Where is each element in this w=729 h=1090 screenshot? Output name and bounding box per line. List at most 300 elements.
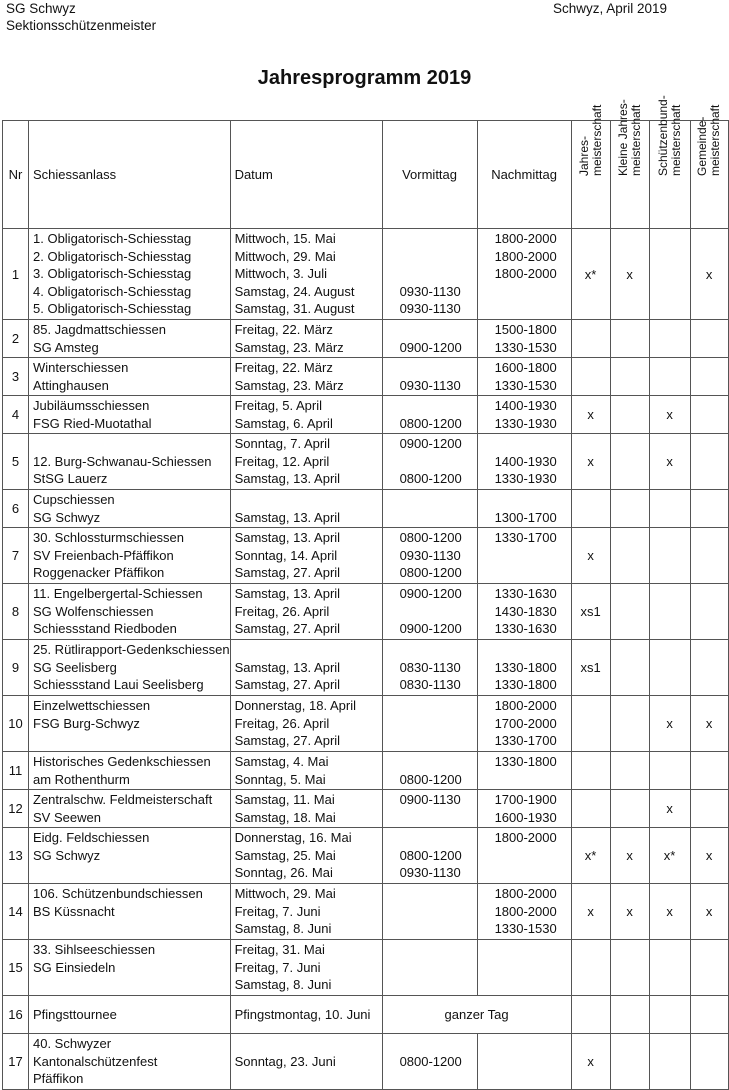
jahresmeisterschaft-mark: x <box>571 1034 610 1090</box>
table-row <box>3 434 729 490</box>
datum-line: Freitag, 7. Juni <box>234 903 321 919</box>
datum-line: Pfingstmontag, 10. Juni <box>234 1006 371 1022</box>
jahresmeisterschaft-mark <box>571 490 610 528</box>
jahresmeisterschaft-mark: x* <box>571 828 610 884</box>
name-line: Einzelwettschiessen <box>33 698 151 714</box>
event-dates <box>230 1034 382 1090</box>
table-row <box>3 229 729 320</box>
name-line: SG Schwyz <box>33 509 101 525</box>
afternoon-times <box>477 790 571 828</box>
vm-line <box>400 941 477 959</box>
gemeindemeisterschaft-mark <box>690 490 728 528</box>
program-table <box>2 95 729 1090</box>
schuetzenbundmeisterschaft-mark <box>649 320 690 358</box>
name-line <box>33 435 230 453</box>
datum-line: Sonntag, 14. April <box>234 547 338 563</box>
datum-line: Mittwoch, 29. Mai <box>234 886 336 902</box>
event-name <box>29 434 231 490</box>
kleine-jahresmeisterschaft-mark <box>610 696 649 752</box>
name-line: 12. Burg-Schwanau-Schiessen <box>33 453 212 469</box>
nm-line: 1330-1630 <box>494 586 557 602</box>
datum-line: Samstag, 23. März <box>234 377 344 393</box>
name-line: 85. Jagdmattschiessen <box>33 321 166 337</box>
event-dates <box>230 584 382 640</box>
event-name <box>29 396 231 434</box>
nm-line: 1800-2000 <box>494 903 557 919</box>
table-row <box>3 828 729 884</box>
event-name <box>29 996 231 1034</box>
vm-line <box>400 491 477 509</box>
row-number: 5 <box>3 434 29 490</box>
event-name <box>29 752 231 790</box>
row-number: 11 <box>3 752 29 790</box>
nm-line <box>495 959 571 977</box>
event-name <box>29 790 231 828</box>
table-row <box>3 320 729 358</box>
kleine-jahresmeisterschaft-mark <box>610 940 649 996</box>
nm-line: 1700-1900 <box>494 791 557 807</box>
nm-line <box>495 300 571 318</box>
schuetzenbundmeisterschaft-mark <box>649 640 690 696</box>
name-line: Eidg. Feldschiessen <box>33 830 150 846</box>
name-line: am Rothenthurm <box>33 771 130 787</box>
vm-line <box>400 976 477 994</box>
event-dates <box>230 696 382 752</box>
row-number: 14 <box>3 884 29 940</box>
event-dates <box>230 752 382 790</box>
datum-line: Samstag, 4. Mai <box>234 753 329 769</box>
afternoon-times <box>477 490 571 528</box>
row-number: 7 <box>3 528 29 584</box>
nm-line <box>495 564 571 582</box>
table-row <box>3 696 729 752</box>
morning-times <box>382 434 477 490</box>
datum-line: Donnerstag, 18. April <box>234 698 356 714</box>
datum-line: Samstag, 27. April <box>234 733 341 749</box>
vm-line: 0800-1200 <box>399 1053 462 1069</box>
datum-line: Samstag, 8. Juni <box>234 977 332 993</box>
event-dates <box>230 528 382 584</box>
vm-line <box>400 753 477 771</box>
datum-line: Mittwoch, 3. Juli <box>234 266 328 282</box>
datum-line: Freitag, 22. März <box>234 321 333 337</box>
name-line: FSG Burg-Schwyz <box>33 715 140 731</box>
vm-line: 0830-1130 <box>399 677 461 693</box>
event-dates <box>230 396 382 434</box>
event-name <box>29 640 231 696</box>
afternoon-times <box>477 320 571 358</box>
jahresmeisterschaft-mark: x* <box>571 229 610 320</box>
vm-line <box>400 453 477 471</box>
schuetzenbundmeisterschaft-mark: x <box>649 696 690 752</box>
name-line: Winterschiessen <box>33 359 129 375</box>
nm-line: 1400-1930 <box>494 397 557 413</box>
name-line: SV Seewen <box>33 809 101 825</box>
row-number: 6 <box>3 490 29 528</box>
schuetzenbundmeisterschaft-mark <box>649 528 690 584</box>
vm-line <box>400 248 477 266</box>
afternoon-times <box>477 640 571 696</box>
vm-line <box>400 715 477 733</box>
gemeindemeisterschaft-mark <box>690 584 728 640</box>
name-line: 1. Obligatorisch-Schiesstag <box>33 231 192 247</box>
nm-line <box>495 491 571 509</box>
datum-line: Samstag, 27. April <box>234 565 341 581</box>
datum-line: Mittwoch, 29. Mai <box>234 248 336 264</box>
nm-line <box>495 435 571 453</box>
row-number: 8 <box>3 584 29 640</box>
gemeindemeisterschaft-mark <box>690 752 728 790</box>
schuetzenbundmeisterschaft-mark <box>649 490 690 528</box>
datum-line: Samstag, 8. Juni <box>234 921 332 937</box>
nm-line <box>495 847 571 865</box>
datum-line: Freitag, 12. April <box>234 453 330 469</box>
nm-line: 1800-2000 <box>494 231 557 247</box>
table-row <box>3 1034 729 1090</box>
name-line: StSG Lauerz <box>33 471 108 487</box>
name-line: BS Küssnacht <box>33 903 115 919</box>
kleine-jahresmeisterschaft-mark <box>610 584 649 640</box>
name-line: SG Schwyz <box>33 847 101 863</box>
datum-line: Freitag, 26. April <box>234 715 330 731</box>
morning-times <box>382 940 477 996</box>
afternoon-times <box>477 396 571 434</box>
schuetzenbundmeisterschaft-mark <box>649 229 690 320</box>
afternoon-times <box>477 752 571 790</box>
morning-times <box>382 640 477 696</box>
col-header-jahresmeisterschaft: Jahres- meisterschaft <box>571 121 610 229</box>
gemeindemeisterschaft-mark: x <box>690 229 728 320</box>
schuetzenbundmeisterschaft-mark <box>649 1034 690 1090</box>
kleine-jahresmeisterschaft-mark <box>610 434 649 490</box>
header-sender <box>6 0 156 34</box>
table-row <box>3 790 729 828</box>
vm-line <box>400 397 477 415</box>
name-line: SG Einsiedeln <box>33 959 116 975</box>
morning-times <box>382 320 477 358</box>
name-line: Zentralschw. Feldmeisterschaft <box>33 791 213 807</box>
vm-line: 0900-1200 <box>399 621 462 637</box>
name-line: Jubiläumsschiessen <box>33 397 150 413</box>
name-line <box>33 976 230 994</box>
vm-line <box>400 903 477 921</box>
event-name <box>29 696 231 752</box>
nm-line: 1330-1930 <box>494 415 557 431</box>
nm-line: 1500-1800 <box>494 321 557 337</box>
event-dates <box>230 490 382 528</box>
morning-times <box>382 752 477 790</box>
all-day-cell: ganzer Tag <box>382 996 571 1034</box>
event-name <box>29 1034 231 1090</box>
row-number: 4 <box>3 396 29 434</box>
event-dates <box>230 996 382 1034</box>
name-line: 3. Obligatorisch-Schiesstag <box>33 266 192 282</box>
kleine-jahresmeisterschaft-mark: x <box>610 229 649 320</box>
event-name <box>29 490 231 528</box>
name-line: Pfäffikon <box>33 1071 84 1087</box>
row-number: 9 <box>3 640 29 696</box>
name-line: Roggenacker Pfäffikon <box>33 565 165 581</box>
datum-line: Donnerstag, 16. Mai <box>234 830 352 846</box>
datum-line <box>235 1070 382 1088</box>
vm-line: 0900-1200 <box>399 586 462 602</box>
datum-line: Freitag, 5. April <box>234 397 322 413</box>
datum-line: Samstag, 11. Mai <box>234 791 335 807</box>
name-line: 106. Schützenbundschiessen <box>33 886 203 902</box>
vm-line <box>400 885 477 903</box>
vm-line: 0800-1200 <box>399 415 462 431</box>
header-club: SG Schwyz <box>6 1 76 16</box>
schuetzenbundmeisterschaft-mark <box>649 752 690 790</box>
name-line: 4. Obligatorisch-Schiesstag <box>33 283 192 299</box>
schuetzenbundmeisterschaft-mark: x <box>649 434 690 490</box>
jahresmeisterschaft-mark <box>571 940 610 996</box>
col-header-kleine-jahresmeisterschaft: Kleine Jahres- meisterschaft <box>610 121 649 229</box>
morning-times <box>382 490 477 528</box>
datum-line: Samstag, 13. April <box>234 586 341 602</box>
vm-line <box>400 829 477 847</box>
name-line: 30. Schlossturmschiessen <box>33 530 185 546</box>
datum-line: Samstag, 24. August <box>234 283 355 299</box>
afternoon-times <box>477 940 571 996</box>
name-line: Kantonalschützenfest <box>33 1053 158 1069</box>
name-line: Historisches Gedenkschiessen <box>33 753 211 769</box>
gemeindemeisterschaft-mark <box>690 996 728 1034</box>
table-row <box>3 358 729 396</box>
nm-line: 1330-1800 <box>494 753 557 769</box>
vm-line <box>400 809 477 827</box>
event-name <box>29 884 231 940</box>
vm-line: 0800-1200 <box>399 771 462 787</box>
col-header-nachmittag: Nachmittag <box>477 121 571 229</box>
col-header-vormittag: Vormittag <box>382 121 477 229</box>
afternoon-times <box>477 229 571 320</box>
name-line: 40. Schwyzer <box>33 1036 112 1052</box>
nm-line: 1330-1530 <box>494 921 557 937</box>
event-dates <box>230 884 382 940</box>
afternoon-times <box>477 1034 571 1090</box>
gemeindemeisterschaft-mark: x <box>690 828 728 884</box>
kleine-jahresmeisterschaft-mark: x <box>610 884 649 940</box>
kleine-jahresmeisterschaft-mark <box>610 752 649 790</box>
datum-line: Samstag, 13. April <box>234 471 341 487</box>
schuetzenbundmeisterschaft-mark: x <box>649 790 690 828</box>
datum-line: Samstag, 13. April <box>234 509 341 525</box>
event-name <box>29 358 231 396</box>
datum-line: Sonntag, 7. April <box>234 436 330 452</box>
vm-line: 0830-1130 <box>399 659 461 675</box>
table-row <box>3 490 729 528</box>
vm-line <box>400 920 477 938</box>
row-number: 16 <box>3 996 29 1034</box>
schuetzenbundmeisterschaft-mark: x <box>649 884 690 940</box>
event-name <box>29 940 231 996</box>
nm-line <box>495 771 571 789</box>
vm-line <box>400 265 477 283</box>
col-header-nr: Nr <box>3 121 29 229</box>
nm-line: 1700-2000 <box>494 715 557 731</box>
table-row <box>3 884 729 940</box>
name-line: 25. Rütlirapport-Gedenkschiessen <box>33 642 230 658</box>
datum-line: Samstag, 18. Mai <box>234 809 336 825</box>
datum-line: Samstag, 31. August <box>234 301 355 317</box>
jahresmeisterschaft-mark: x <box>571 434 610 490</box>
table-row <box>3 528 729 584</box>
event-dates <box>230 640 382 696</box>
name-line <box>33 920 230 938</box>
vm-line <box>400 359 477 377</box>
table-row <box>3 752 729 790</box>
name-line: SG Amsteg <box>33 339 99 355</box>
jahresmeisterschaft-mark: x <box>571 396 610 434</box>
vm-line <box>400 1035 477 1053</box>
afternoon-times <box>477 828 571 884</box>
vm-line <box>400 697 477 715</box>
table-header-row <box>3 121 729 229</box>
name-line: Attinghausen <box>33 377 109 393</box>
name-line: FSG Ried-Muotathal <box>33 415 152 431</box>
gemeindemeisterschaft-mark <box>690 320 728 358</box>
nm-line <box>495 976 571 994</box>
vm-line: 0800-1200 <box>399 565 462 581</box>
col-header-datum: Datum <box>230 121 382 229</box>
nm-line: 1800-2000 <box>494 266 557 282</box>
vm-line: 0930-1130 <box>399 865 461 881</box>
row-number: 3 <box>3 358 29 396</box>
nm-line: 1330-1800 <box>494 677 557 693</box>
nm-line: 1800-2000 <box>494 830 557 846</box>
event-name <box>29 320 231 358</box>
schuetzenbundmeisterschaft-mark <box>649 996 690 1034</box>
schuetzenbundmeisterschaft-mark <box>649 584 690 640</box>
afternoon-times <box>477 584 571 640</box>
nm-line <box>495 941 571 959</box>
name-line: SV Freienbach-Pfäffikon <box>33 547 174 563</box>
datum-line <box>235 491 382 509</box>
datum-line: Freitag, 22. März <box>234 359 333 375</box>
vm-line <box>400 603 477 621</box>
vm-line: 0930-1130 <box>399 377 461 393</box>
col-header-anlass: Schiessanlass <box>29 121 231 229</box>
jahresmeisterschaft-mark <box>571 358 610 396</box>
header-date: Schwyz, April 2019 <box>552 1 667 16</box>
vm-line: 0930-1130 <box>399 547 461 563</box>
vm-line: 0900-1200 <box>399 436 462 452</box>
name-line <box>33 732 230 750</box>
gemeindemeisterschaft-mark <box>690 358 728 396</box>
nm-line <box>495 547 571 565</box>
nm-line: 1800-2000 <box>494 886 557 902</box>
morning-times <box>382 584 477 640</box>
name-line: SG Wolfenschiessen <box>33 603 154 619</box>
jahresmeisterschaft-mark <box>571 696 610 752</box>
event-dates <box>230 434 382 490</box>
kleine-jahresmeisterschaft-mark <box>610 320 649 358</box>
datum-line: Freitag, 26. April <box>234 603 330 619</box>
name-line <box>33 864 230 882</box>
nm-line: 1330-1700 <box>494 733 557 749</box>
nm-line <box>495 1053 571 1071</box>
gemeindemeisterschaft-mark <box>690 1034 728 1090</box>
morning-times <box>382 528 477 584</box>
afternoon-times <box>477 434 571 490</box>
nm-line <box>495 283 571 301</box>
nm-line <box>495 1070 571 1088</box>
nm-line <box>495 1035 571 1053</box>
event-dates <box>230 320 382 358</box>
table-row <box>3 996 729 1034</box>
nm-line: 1330-1930 <box>494 471 557 487</box>
jahresmeisterschaft-mark <box>571 752 610 790</box>
datum-line: Samstag, 13. April <box>234 659 341 675</box>
morning-times <box>382 696 477 752</box>
vm-line: 0800-1200 <box>399 847 462 863</box>
afternoon-times <box>477 358 571 396</box>
afternoon-times <box>477 528 571 584</box>
row-number: 17 <box>3 1034 29 1090</box>
row-number: 13 <box>3 828 29 884</box>
morning-times <box>382 790 477 828</box>
name-line: 11. Engelbergertal-Schiessen <box>33 586 203 602</box>
header-role: Sektionsschützenmeister <box>6 18 157 33</box>
vm-line <box>400 641 477 659</box>
vm-line <box>400 509 477 527</box>
nm-line: 1430-1830 <box>494 603 557 619</box>
afternoon-times <box>477 696 571 752</box>
jahresmeisterschaft-mark <box>571 790 610 828</box>
morning-times <box>382 358 477 396</box>
nm-line: 1400-1930 <box>494 453 557 469</box>
nm-line: 1330-1530 <box>494 339 557 355</box>
gemeindemeisterschaft-mark <box>690 940 728 996</box>
jahresmeisterschaft-mark <box>571 320 610 358</box>
table-row <box>3 940 729 996</box>
kleine-jahresmeisterschaft-mark <box>610 396 649 434</box>
kleine-jahresmeisterschaft-mark <box>610 640 649 696</box>
nm-line: 1600-1930 <box>494 809 557 825</box>
name-line: 5. Obligatorisch-Schiesstag <box>33 301 192 317</box>
row-number: 10 <box>3 696 29 752</box>
vm-line: 0930-1130 <box>399 283 461 299</box>
vm-line <box>400 959 477 977</box>
row-number: 1 <box>3 229 29 320</box>
nm-line: 1330-1530 <box>494 377 557 393</box>
document-title: Jahresprogramm 2019 <box>257 67 472 89</box>
event-name <box>29 528 231 584</box>
schuetzenbundmeisterschaft-mark: x <box>649 396 690 434</box>
gemeindemeisterschaft-mark <box>690 434 728 490</box>
datum-line: Samstag, 23. März <box>234 339 344 355</box>
col-header-gemeindemeisterschaft: Gemeinde- meisterschaft <box>690 121 728 229</box>
gemeindemeisterschaft-mark: x <box>690 884 728 940</box>
datum-line: Freitag, 31. Mai <box>234 942 325 958</box>
datum-line: Sonntag, 26. Mai <box>234 865 333 881</box>
morning-times <box>382 396 477 434</box>
event-name <box>29 229 231 320</box>
col-header-schuetzenbundmeisterschaft: Schützenbund- meisterschaft <box>649 121 690 229</box>
name-line: Schiessstand Riedboden <box>33 621 177 637</box>
name-line: Schiessstand Laui Seelisberg <box>33 677 204 693</box>
event-dates <box>230 229 382 320</box>
vm-line: 0900-1200 <box>399 339 462 355</box>
datum-line: Samstag, 13. April <box>234 530 341 546</box>
nm-line: 1330-1800 <box>494 659 557 675</box>
kleine-jahresmeisterschaft-mark <box>610 1034 649 1090</box>
name-line: 33. Sihlseeschiessen <box>33 942 156 958</box>
kleine-jahresmeisterschaft-mark: x <box>610 828 649 884</box>
table-row <box>3 640 729 696</box>
name-line: Cupschiessen <box>33 491 115 507</box>
